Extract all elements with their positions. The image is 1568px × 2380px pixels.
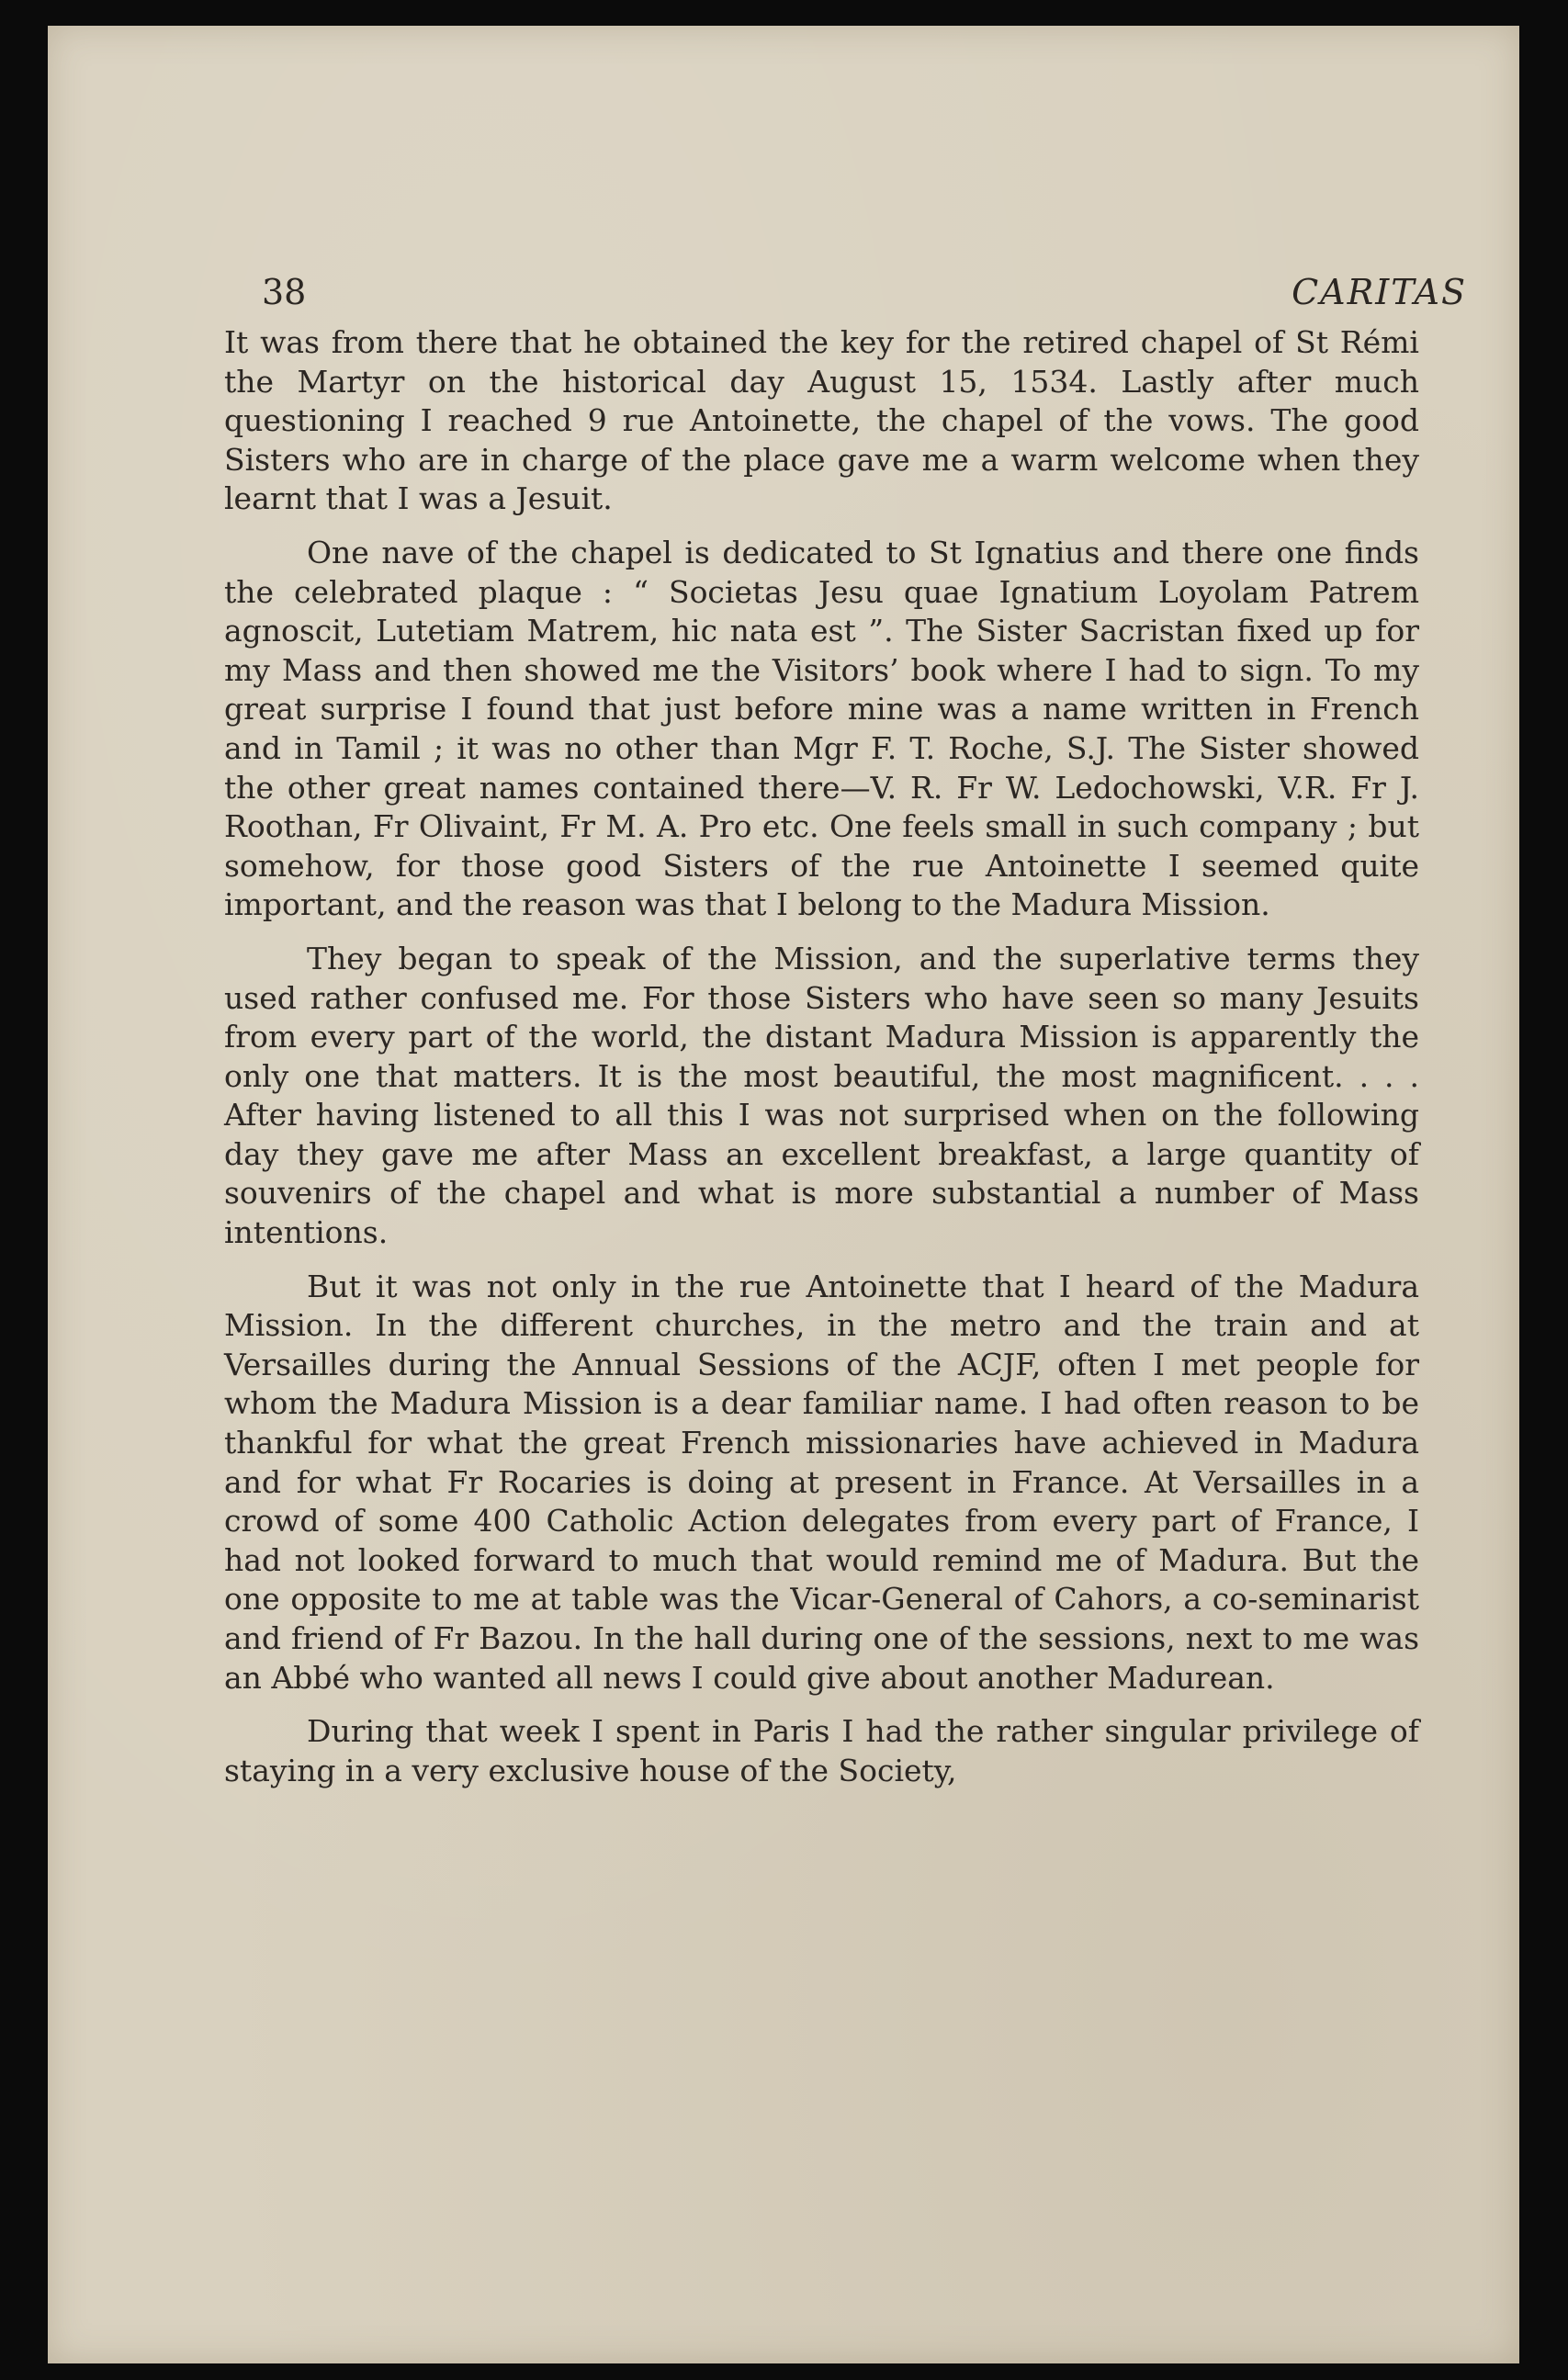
paragraph: But it was not only in the rue Antoinette that I heard of the Madura Mission. In the different churches, in the metro and the train and at Versailles during the Annual Sessions of the ACJF, often I met people for whom the Madura Mission is a dear familiar name. I had often reason to be thankful for what the great French missionaries have achieved in Madura and for what Fr Rocaries is doing at present in France. At Versailles in a crowd of some 400 Catholic Action delegates from every part of France, I had not looked forward to much that would remind me of Madura. But the one opposite to me at table was the Vicar-General of Cahors, a co-seminarist and friend of Fr Bazou. In the hall during one of the sessions, next to me was an Abbé who wanted all news I could give about another Madurean. bbox=[224, 1268, 1419, 1696]
page-header bbox=[262, 272, 1467, 318]
paragraph: They began to speak of the Mission, and the superlative terms they used rather confused me. For those Sisters who have seen so many Jesuits from every part of the world, the distant Madura Mission is apparently the only one that matters. It is the most beautiful, the most magnificent. . . . After having listened to all this I was not surprised when on the following day they gave me after Mass an excellent breakfast, a large quantity of souvenirs of the chapel and what is more substantial a number of Mass intentions. bbox=[224, 940, 1419, 1251]
running-title: CARITAS bbox=[1292, 272, 1467, 312]
article-body bbox=[224, 323, 1419, 1805]
page-number: 38 bbox=[262, 272, 307, 312]
paragraph: It was from there that he obtained the key for the retired chapel of St Rémi the Martyr on the historical day August 15, 1534. Lastly after much questioning I reached 9 rue Antoinette, the chapel of the vows. The good Sisters who are in charge of the place gave me a warm welcome when they learnt that I was a Jesuit. bbox=[224, 324, 1419, 517]
paragraph: During that week I spent in Paris I had the rather singular privilege of staying in a very exclusive house of the Society, bbox=[224, 1713, 1419, 1788]
paragraph: One nave of the chapel is dedicated to St Ignatius and there one finds the celebrated plaque : “ Societas Jesu quae Ignatium Loyolam Patrem agnoscit, Lutetiam Matrem, hic nata est ”. The Sister Sacristan fixed up for my Mass and then showed me the Visitors’ book where I had to sign. To my great surprise I found that just before mine was a name written in French and in Tamil ; it was no other than Mgr F. T. Roche, S.J. The Sister showed the other great names contained there—V. R. Fr W. Ledochowski, V.R. Fr J. Roothan, Fr Olivaint, Fr M. A. Pro etc. One feels small in such company ; but somehow, for those good Sisters of the rue Antoinette I seemed quite important, and the reason was that I belong to the Madura Mission. bbox=[224, 534, 1419, 923]
